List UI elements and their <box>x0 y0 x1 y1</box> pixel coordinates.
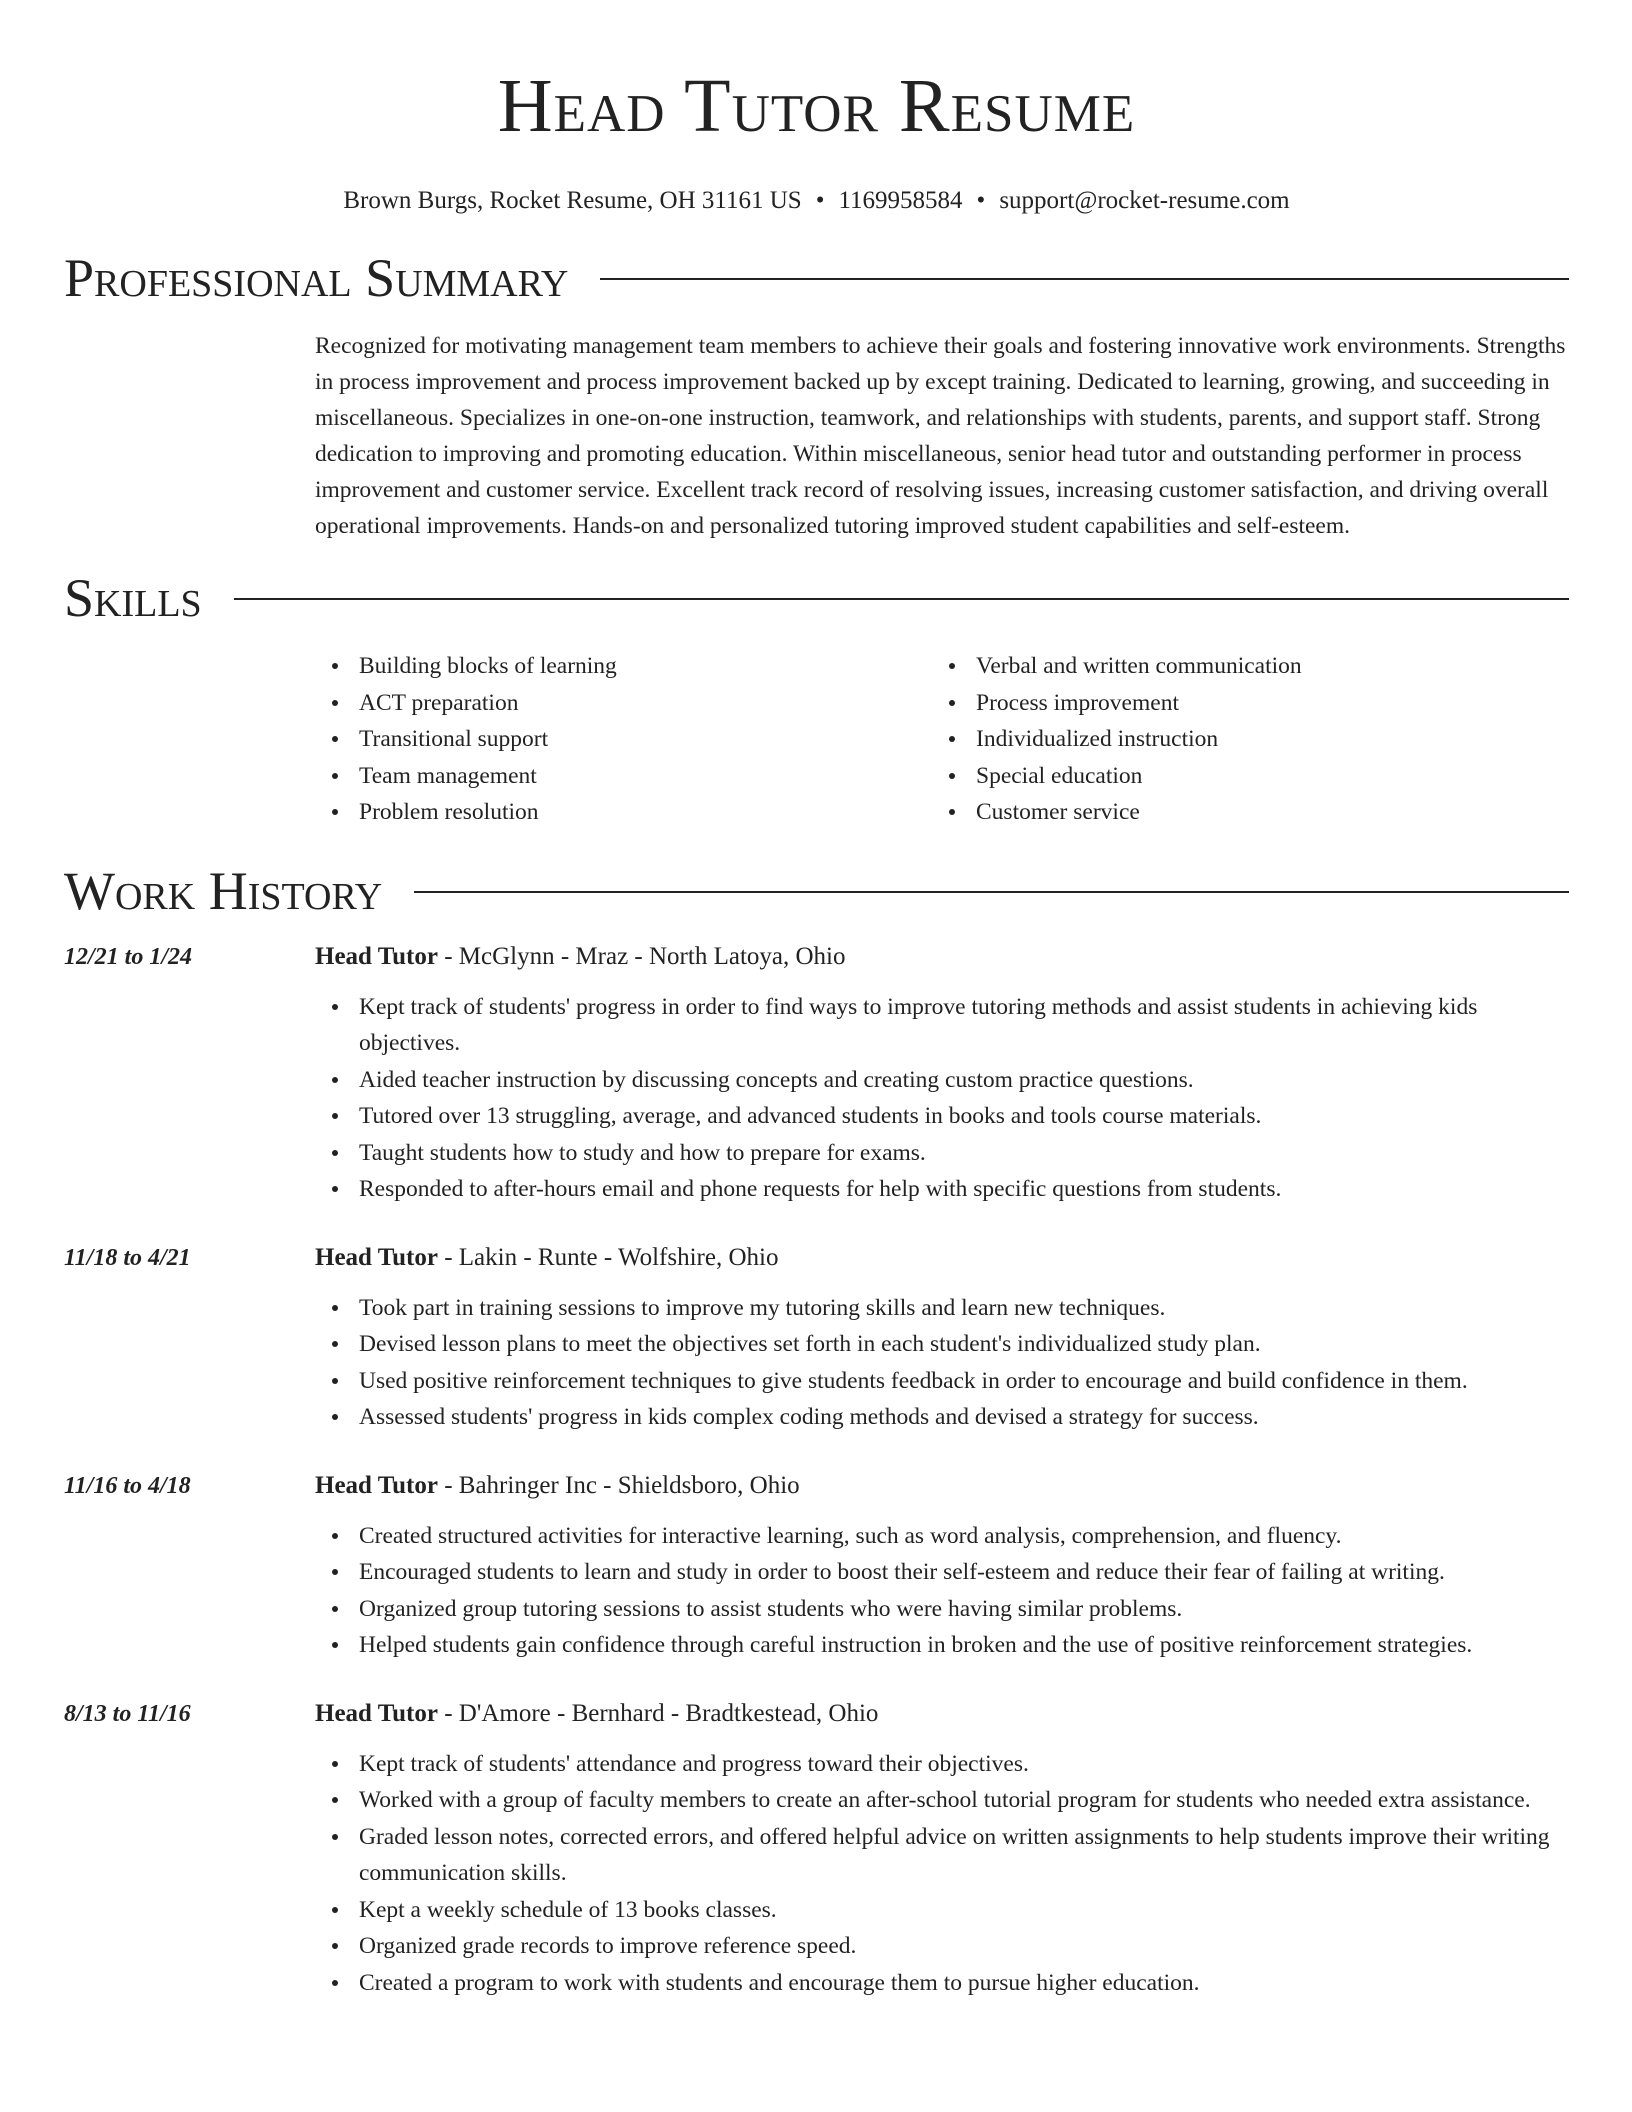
job-bullet: Worked with a group of faculty members to create an after-school tutorial program for students who needed extra assistance. <box>359 1782 1569 1819</box>
job-role: Head Tutor <box>315 1699 438 1727</box>
skill-item: ACT preparation <box>359 685 932 722</box>
job-header <box>315 939 1569 975</box>
skill-item: Customer service <box>976 794 1549 831</box>
job-employer: - McGlynn - Mraz - North Latoya, Ohio <box>437 942 846 970</box>
resume-page <box>64 0 1569 2001</box>
section-divider <box>414 891 1569 893</box>
skill-item: Building blocks of learning <box>359 648 932 685</box>
job-role: Head Tutor <box>315 1243 438 1271</box>
job-entry <box>64 1240 1569 1436</box>
work-history-section <box>64 861 1569 2002</box>
job-bullet: Aided teacher instruction by discussing concepts and creating custom practice questions. <box>359 1062 1569 1099</box>
job-bullet: Responded to after-hours email and phone requests for help with specific questions from students. <box>359 1171 1569 1208</box>
section-header <box>64 568 1569 628</box>
section-divider <box>234 598 1569 600</box>
skills-section <box>64 568 1569 831</box>
skills-column-left <box>315 648 932 831</box>
job-bullets <box>315 1290 1569 1436</box>
contact-phone: 1169958584 <box>838 187 963 214</box>
summary-text: Recognized for motivating management team members to achieve their goals and fostering innovative work environments. Strengths in process improvement and process improvement backed up by except training. Dedicated to learning, growing, and succeeding in miscellaneous. Specializes in one-on-one instruction, teamwork, and relationships with students, parents, and support staff. Strong dedication to improving and promoting education. Within miscellaneous, senior head tutor and outstanding performer in process improvement and customer service. Excellent track record of resolving issues, increasing customer satisfaction, and driving overall operational improvements. Hands-on and personalized tutoring improved student capabilities and self-esteem. <box>315 333 1566 539</box>
job-employer: - Lakin - Runte - Wolfshire, Ohio <box>437 1243 779 1271</box>
job-header <box>315 1240 1569 1276</box>
job-header <box>315 1696 1569 1732</box>
job-employer: - Bahringer Inc - Shieldsboro, Ohio <box>437 1471 800 1499</box>
skill-item: Verbal and written communication <box>976 648 1549 685</box>
professional-summary-section <box>64 248 1569 544</box>
job-bullet: Encouraged students to learn and study in order to boost their self-esteem and reduce their fear of failing at writing. <box>359 1554 1569 1591</box>
skill-item: Individualized instruction <box>976 721 1549 758</box>
job-bullet: Graded lesson notes, corrected errors, and offered helpful advice on written assignments to help students improve their writing communication skills. <box>359 1819 1569 1892</box>
section-title: Skills <box>64 568 202 628</box>
section-divider <box>600 278 1569 280</box>
contact-line <box>64 186 1569 216</box>
job-bullet: Organized grade records to improve reference speed. <box>359 1928 1569 1965</box>
page-title: Head Tutor Resume <box>497 64 1136 148</box>
skill-item: Process improvement <box>976 685 1549 722</box>
contact-separator: • <box>976 187 986 214</box>
job-bullets <box>315 989 1569 1208</box>
skill-item: Team management <box>359 758 932 795</box>
job-entry <box>64 939 1569 1208</box>
job-bullet: Kept a weekly schedule of 13 books classes. <box>359 1892 1569 1929</box>
job-bullet: Organized group tutoring sessions to assist students who were having similar problems. <box>359 1591 1569 1628</box>
job-bullet: Kept track of students' attendance and progress toward their objectives. <box>359 1746 1569 1783</box>
job-bullet: Devised lesson plans to meet the objectives set forth in each student's individualized study plan. <box>359 1326 1569 1363</box>
job-employer: - D'Amore - Bernhard - Bradtkestead, Ohio <box>437 1699 879 1727</box>
section-title: Work History <box>64 860 383 921</box>
job-bullet: Used positive reinforcement techniques to give students feedback in order to encourage and build confidence in them. <box>359 1363 1569 1400</box>
job-bullet: Created a program to work with students and encourage them to pursue higher education. <box>359 1965 1569 2002</box>
job-bullet: Tutored over 13 struggling, average, and advanced students in books and tools course materials. <box>359 1098 1569 1135</box>
skills-list <box>932 648 1549 831</box>
job-bullet: Helped students gain confidence through careful instruction in broken and the use of positive reinforcement strategies. <box>359 1627 1569 1664</box>
skill-item: Special education <box>976 758 1549 795</box>
contact-email: support@rocket-resume.com <box>999 187 1290 214</box>
job-bullets <box>315 1746 1569 2002</box>
job-bullet: Took part in training sessions to improve my tutoring skills and learn new techniques. <box>359 1290 1569 1327</box>
job-dates: 11/18 to 4/21 <box>64 1244 191 1271</box>
job-entry <box>64 1696 1569 2002</box>
job-bullet: Taught students how to study and how to prepare for exams. <box>359 1135 1569 1172</box>
contact-separator: • <box>815 187 825 214</box>
contact-address: Brown Burgs, Rocket Resume, OH 31161 US <box>343 187 802 214</box>
job-header <box>315 1468 1569 1504</box>
job-dates: 11/16 to 4/18 <box>64 1472 191 1499</box>
section-title: Professional Summary <box>64 248 569 308</box>
job-bullet: Created structured activities for interactive learning, such as word analysis, comprehension, and fluency. <box>359 1518 1569 1555</box>
skills-grid <box>315 648 1569 831</box>
section-header <box>64 861 1569 921</box>
job-role: Head Tutor <box>315 1471 438 1499</box>
skill-item: Problem resolution <box>359 794 932 831</box>
job-bullet: Assessed students' progress in kids complex coding methods and devised a strategy for success. <box>359 1399 1569 1436</box>
job-bullets <box>315 1518 1569 1664</box>
job-role: Head Tutor <box>315 942 438 970</box>
skills-list <box>315 648 932 831</box>
skills-column-right <box>932 648 1549 831</box>
job-bullet: Kept track of students' progress in order to find ways to improve tutoring methods and assist students in achieving kids objectives. <box>359 989 1569 1062</box>
skill-item: Transitional support <box>359 721 932 758</box>
job-entry <box>64 1468 1569 1664</box>
job-dates: 12/21 to 1/24 <box>64 943 193 970</box>
section-header <box>64 248 1569 308</box>
job-dates: 8/13 to 11/16 <box>64 1700 191 1727</box>
